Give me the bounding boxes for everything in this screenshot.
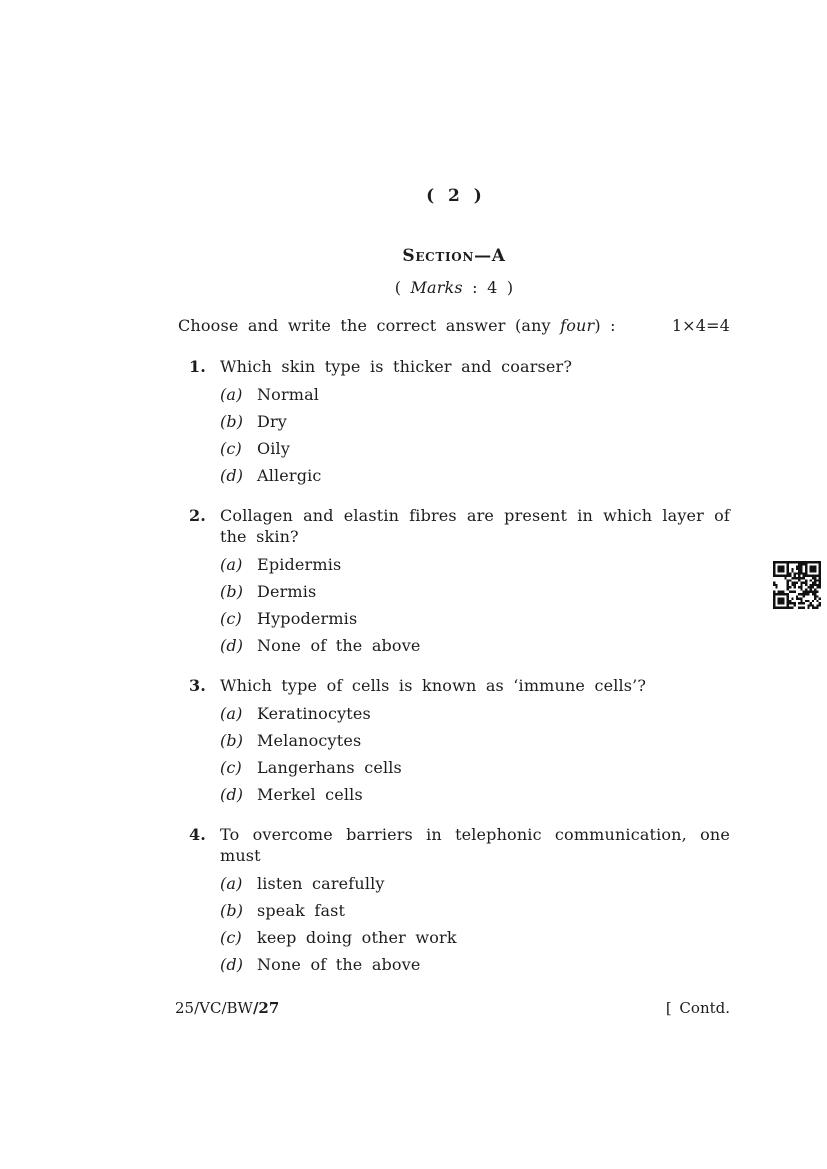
option-1a-letter: (a) [220, 385, 243, 404]
instruction-text [178, 316, 616, 336]
paper-code-bold: /27 [252, 999, 280, 1017]
option-1a-text: Normal [257, 385, 320, 404]
question-2-line-1: Collagen and elastin fibres are present in which layer of [220, 506, 730, 525]
option-3a [178, 705, 730, 723]
option-1d-text: Allergic [257, 466, 322, 485]
question-3-text: Which type of cells is known as ‘immune cells’? [220, 676, 647, 695]
question-1-options [178, 386, 730, 485]
option-3d [178, 786, 730, 804]
option-3c-letter: (c) [220, 758, 242, 777]
option-4b-letter: (b) [220, 901, 244, 920]
option-4d-letter: (d) [220, 955, 244, 974]
page-footer [175, 999, 730, 1017]
option-2c [178, 610, 730, 628]
paper-code [175, 999, 279, 1017]
option-3b [178, 732, 730, 750]
question-1-number: 1. [189, 357, 207, 376]
question-2-row [178, 505, 730, 547]
paper-code-regular: 25/VC/BW [175, 999, 253, 1017]
option-2c-letter: (c) [220, 609, 242, 628]
question-3-row [178, 675, 730, 696]
option-4c [178, 929, 730, 947]
marks-label: Marks [410, 278, 463, 297]
question-4-line-1: To overcome barriers in telephonic communication, one [220, 825, 730, 844]
option-4a-text: listen carefully [257, 874, 385, 893]
option-1c-text: Oily [257, 439, 291, 458]
option-1d [178, 467, 730, 485]
instruction-italic-word: four [560, 316, 595, 335]
marks-formula: 1×4=4 [671, 316, 730, 335]
option-2b-letter: (b) [220, 582, 244, 601]
option-4d-text: None of the above [257, 955, 421, 974]
marks-line [178, 278, 730, 298]
option-4c-text: keep doing other work [257, 928, 457, 947]
question-4-line-2: must [220, 846, 261, 865]
qr-code [772, 561, 822, 609]
option-2d-letter: (d) [220, 636, 244, 655]
option-1d-letter: (d) [220, 466, 244, 485]
question-3 [178, 675, 730, 804]
page-number: ( 2 ) [426, 186, 482, 206]
option-1c [178, 440, 730, 458]
option-4a-letter: (a) [220, 874, 243, 893]
question-4-options [178, 875, 730, 974]
option-1b-letter: (b) [220, 412, 244, 431]
option-3a-text: Keratinocytes [257, 704, 371, 723]
question-1 [178, 356, 730, 485]
question-2 [178, 505, 730, 655]
question-4-text [220, 824, 730, 866]
instruction-text-start: Choose and write the correct answer (any [178, 316, 561, 335]
option-1b [178, 413, 730, 431]
option-2c-text: Hypodermis [257, 609, 358, 628]
option-2d [178, 637, 730, 655]
question-2-options [178, 556, 730, 655]
option-3a-letter: (a) [220, 704, 243, 723]
marks-open-paren: ( [394, 278, 411, 297]
question-4-row [178, 824, 730, 866]
question-4 [178, 824, 730, 974]
question-2-number: 2. [189, 506, 207, 525]
section-title: Section—A [402, 246, 506, 266]
option-3b-letter: (b) [220, 731, 244, 750]
option-3d-text: Merkel cells [257, 785, 363, 804]
option-2a-text: Epidermis [257, 555, 342, 574]
question-1-text: Which skin type is thicker and coarser? [220, 357, 573, 376]
option-1a [178, 386, 730, 404]
option-2a [178, 556, 730, 574]
question-2-text [220, 505, 730, 547]
marks-value: : 4 ) [462, 278, 514, 297]
option-3c [178, 759, 730, 777]
option-1b-text: Dry [257, 412, 287, 431]
question-3-options [178, 705, 730, 804]
option-2a-letter: (a) [220, 555, 243, 574]
question-3-number: 3. [189, 676, 207, 695]
option-4a [178, 875, 730, 893]
option-4d [178, 956, 730, 974]
option-1c-letter: (c) [220, 439, 242, 458]
question-2-line-2: the skin? [220, 527, 299, 546]
contd-label: [ Contd. [665, 999, 730, 1017]
page-content [178, 186, 730, 974]
option-2d-text: None of the above [257, 636, 421, 655]
option-3d-letter: (d) [220, 785, 244, 804]
option-4c-letter: (c) [220, 928, 242, 947]
instruction-line [178, 316, 730, 336]
option-3c-text: Langerhans cells [257, 758, 402, 777]
option-2b-text: Dermis [257, 582, 317, 601]
instruction-text-end: ) : [594, 316, 616, 335]
option-3b-text: Melanocytes [257, 731, 362, 750]
option-4b [178, 902, 730, 920]
question-1-row [178, 356, 730, 377]
option-2b [178, 583, 730, 601]
question-4-number: 4. [189, 825, 207, 844]
option-4b-text: speak fast [257, 901, 346, 920]
